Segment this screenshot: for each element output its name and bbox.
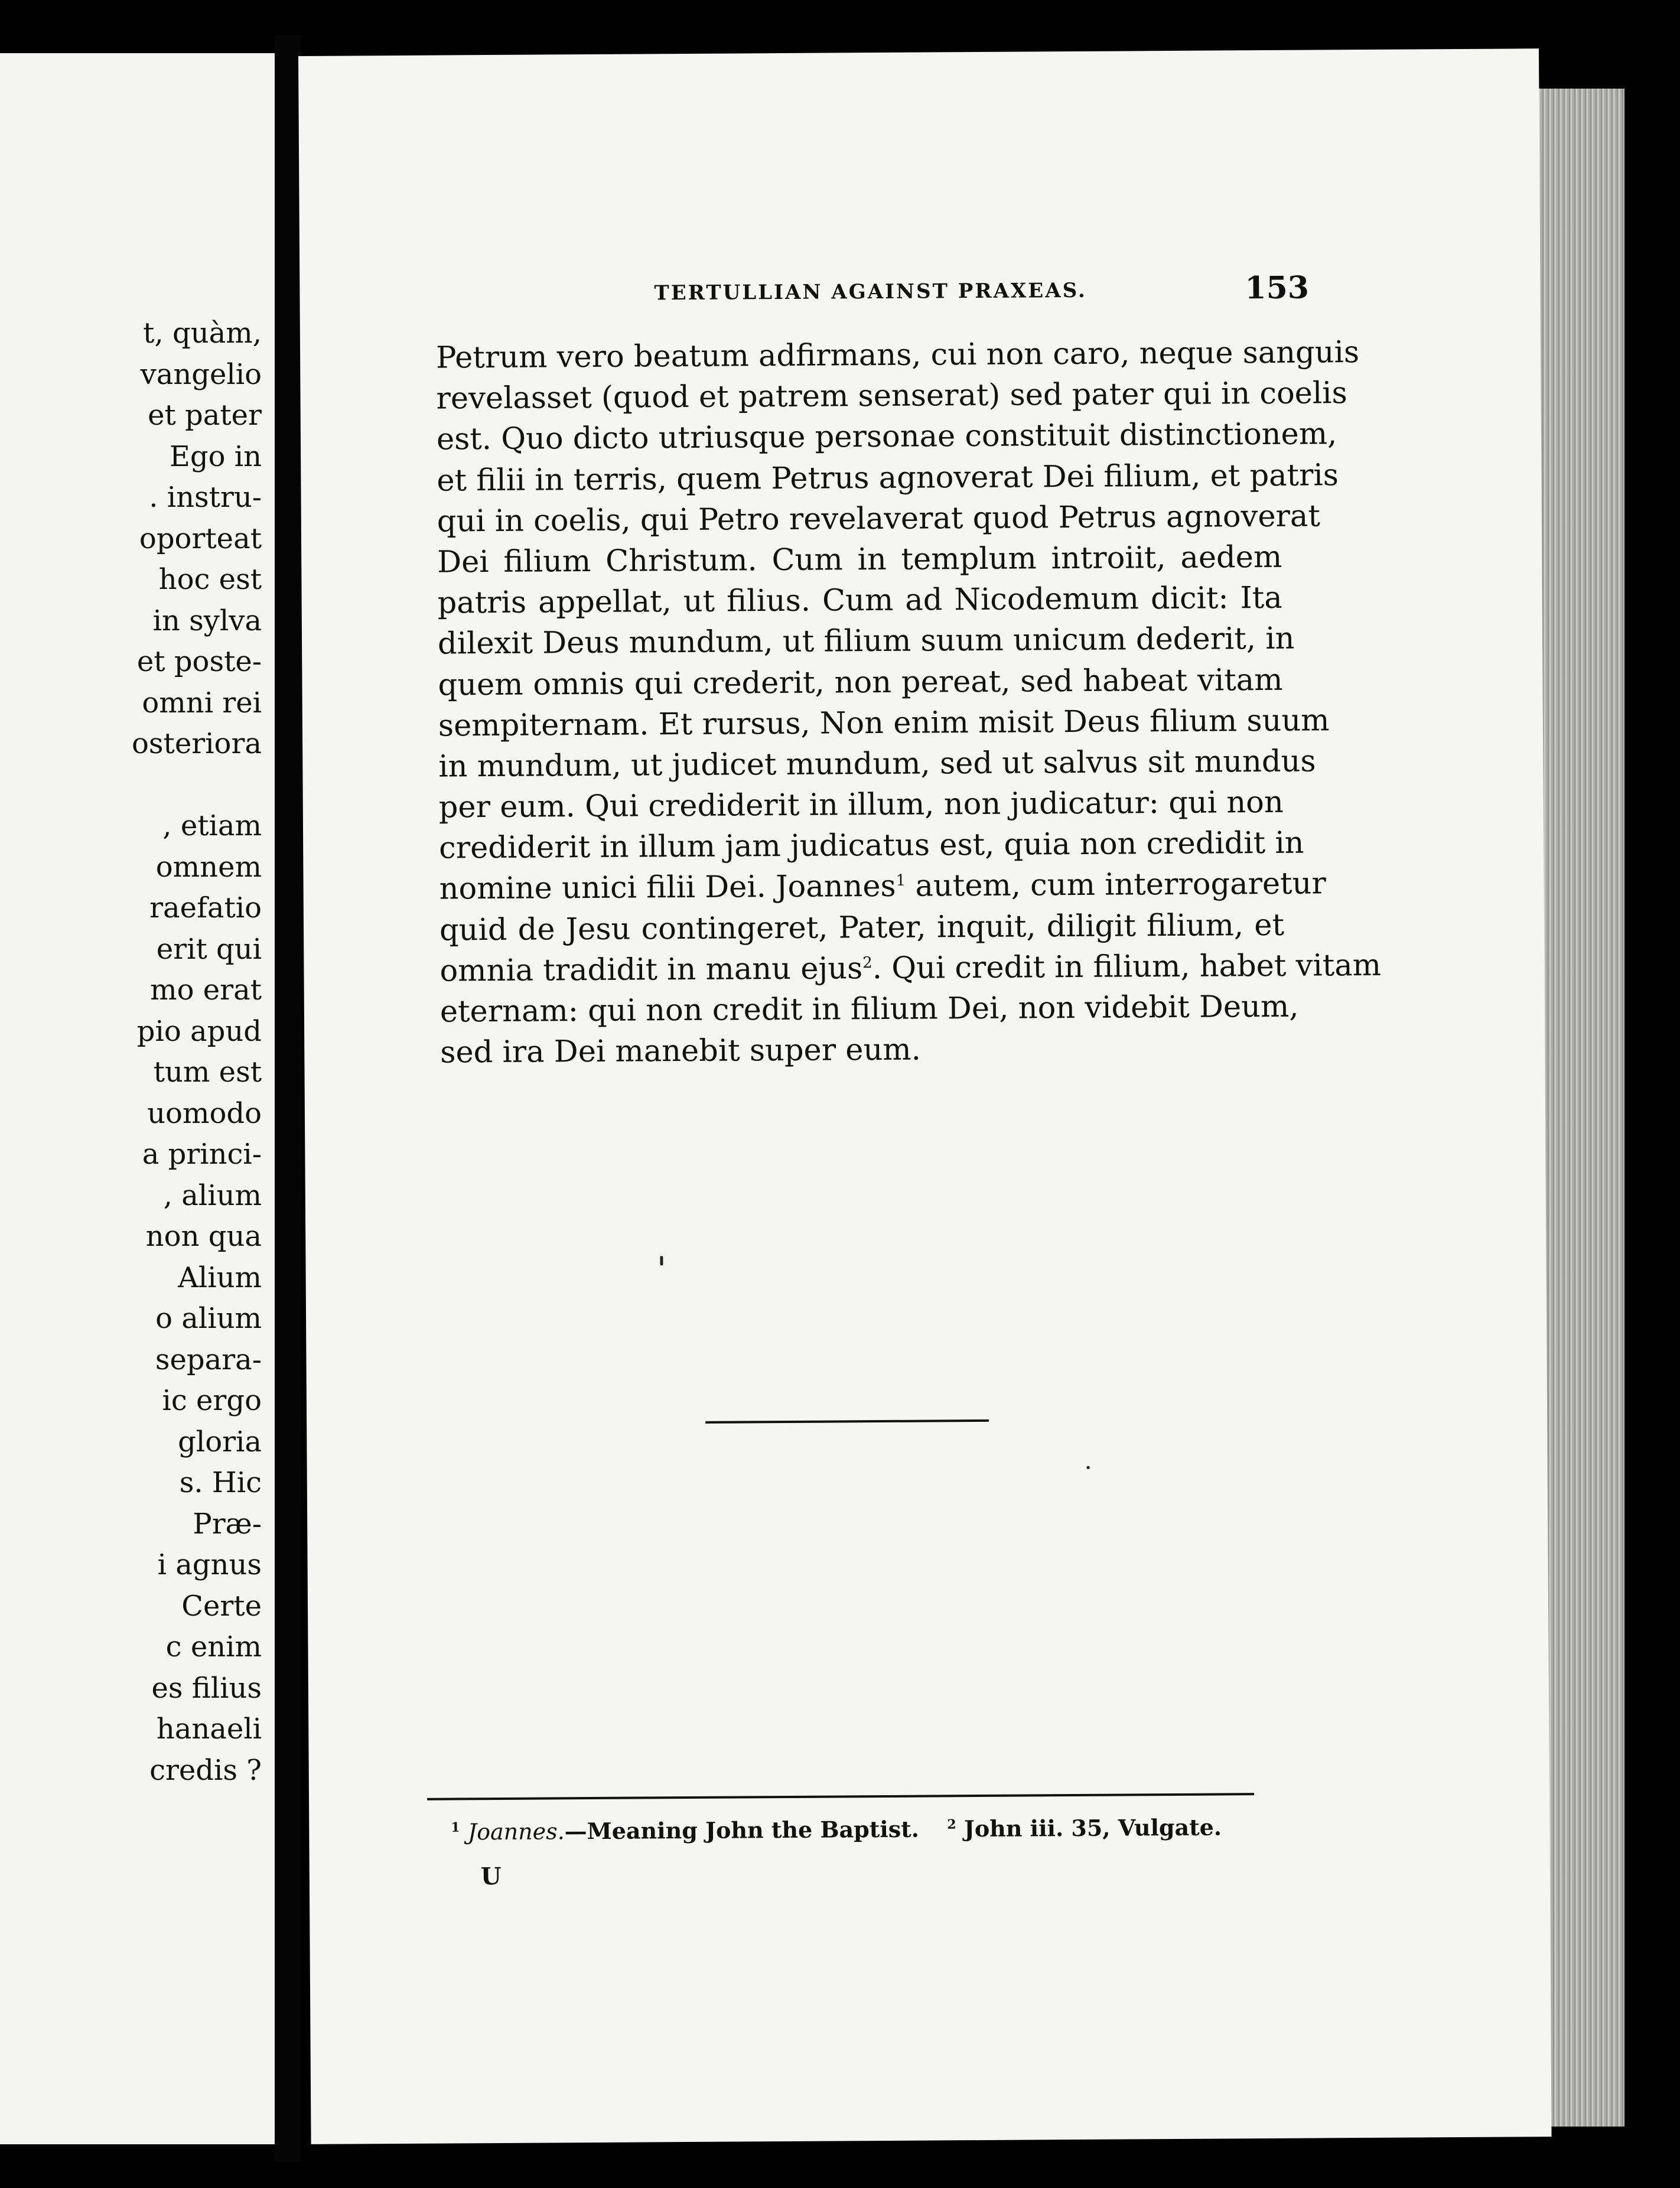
text-line: qui in coelis, qui Petro revelaverat quod Petrus agnoverat bbox=[437, 499, 1321, 539]
previous-page-line-fragment: omnem bbox=[155, 850, 262, 884]
text-line: et filii in terris, quem Petrus agnoverat Dei filium, et patris bbox=[437, 457, 1339, 499]
text-line: crediderit in illum jam judicatus est, quia non credidit in bbox=[439, 825, 1304, 866]
previous-page-line-fragment: vangelio bbox=[140, 357, 262, 391]
previous-page-line-fragment: pio apud bbox=[136, 1014, 262, 1048]
text-line: quid de Jesu contingeret, Pater, inquit, diligit filium, et bbox=[439, 907, 1285, 948]
text-segment: autem, cum interrogaretur bbox=[906, 866, 1326, 904]
footnote-text: —Meaning John the Baptist. bbox=[564, 1815, 920, 1845]
previous-page-line-fragment: omni rei bbox=[142, 686, 262, 719]
text-segment: omnia tradidit in manu ejus bbox=[439, 951, 863, 989]
text-line: sed ira Dei manebit super eum. bbox=[440, 1032, 922, 1070]
previous-page-line-fragment: et poste- bbox=[136, 645, 262, 678]
text-segment: . Qui credit in filium, habet vitam bbox=[872, 948, 1382, 986]
footnote-1 bbox=[451, 1816, 919, 1845]
footnote-reference: 2 bbox=[862, 953, 872, 972]
text-line: Dei filium Christum. Cum in templum introiit, aedem bbox=[437, 539, 1282, 580]
text-line bbox=[439, 946, 1382, 992]
previous-page-line-fragment: t, quàm, bbox=[143, 317, 262, 350]
previous-page bbox=[0, 53, 275, 2144]
footnote-title: Joannes. bbox=[467, 1818, 565, 1845]
previous-page-line-fragment: credis ? bbox=[149, 1753, 262, 1787]
text-segment: nomine unici filii Dei. Joannes bbox=[439, 869, 896, 907]
previous-page-line-fragment: gloria bbox=[178, 1425, 262, 1458]
footnote-text: John iii. 35, Vulgate. bbox=[963, 1813, 1222, 1842]
text-line: dilexit Deus mundum, ut filium suum unicum dederit, in bbox=[437, 621, 1295, 662]
previous-page-line-fragment: osteriora bbox=[132, 727, 262, 760]
text-line: in mundum, ut judicet mundum, sed ut salvus sit mundus bbox=[438, 744, 1316, 784]
text-line: patris appellat, ut filius. Cum ad Nicodemum dicit: Ita bbox=[437, 580, 1282, 621]
previous-page-line-fragment: i agnus bbox=[157, 1548, 262, 1581]
text-line: Petrum vero beatum adfirmans, cui non caro, neque sanguis bbox=[435, 335, 1360, 376]
ink-speck bbox=[1087, 1466, 1090, 1469]
previous-page-line-fragment: c enim bbox=[165, 1630, 262, 1663]
running-head: TERTULLIAN AGAINST PRAXEAS. bbox=[654, 278, 1087, 305]
text-line: est. Quo dicto utriusque personae constituit distinctionem, bbox=[436, 416, 1337, 457]
footnote-mark: 2 bbox=[947, 1816, 956, 1832]
previous-page-line-fragment: in sylva bbox=[152, 604, 262, 637]
previous-page-line-fragment: erit qui bbox=[156, 932, 262, 966]
footnote-rule bbox=[427, 1793, 1254, 1800]
body-text bbox=[435, 333, 1382, 1073]
previous-page-line-fragment: oporteat bbox=[139, 522, 262, 555]
previous-page-line-fragment: , etiam bbox=[162, 809, 262, 842]
previous-page-line-fragment: . instru- bbox=[149, 481, 262, 514]
previous-page-line-fragment: hoc est bbox=[158, 563, 262, 596]
previous-page-line-fragment: separa- bbox=[155, 1343, 262, 1376]
previous-page-line-fragment: es filius bbox=[151, 1671, 262, 1705]
book-gutter bbox=[275, 35, 301, 2162]
previous-page-line-fragment: o alium bbox=[155, 1302, 262, 1335]
previous-page-line-fragment: hanaeli bbox=[156, 1712, 262, 1746]
previous-page-line-fragment: mo erat bbox=[150, 973, 262, 1007]
previous-page-line-fragment: Certe bbox=[181, 1589, 262, 1623]
ink-speck bbox=[660, 1256, 663, 1265]
text-line: revelasset (quod et patrem senserat) sed pater qui in coelis bbox=[436, 376, 1347, 416]
previous-page-line-fragment: Alium bbox=[178, 1261, 262, 1294]
previous-page-line-fragment: Præ- bbox=[193, 1507, 262, 1541]
text-line: eternam: qui non credit in filium Dei, non videbit Deum, bbox=[439, 989, 1299, 1030]
section-end-rule bbox=[705, 1419, 989, 1424]
signature-mark: U bbox=[480, 1862, 502, 1891]
text-line: sempiternam. Et rursus, Non enim misit Deus filium suum bbox=[438, 703, 1330, 744]
previous-page-line-fragment: a princi- bbox=[142, 1138, 262, 1171]
previous-page-line-fragment: , alium bbox=[163, 1178, 262, 1212]
current-page bbox=[298, 48, 1552, 2144]
footnotes bbox=[451, 1813, 1266, 1845]
text-line: quem omnis qui crederit, non pereat, sed habeat vitam bbox=[438, 662, 1283, 703]
previous-page-line-fragment: et pater bbox=[148, 399, 262, 432]
footnote-mark: 1 bbox=[451, 1819, 460, 1835]
previous-page-line-fragment: non qua bbox=[145, 1220, 262, 1253]
previous-page-line-fragment: Ego in bbox=[169, 439, 262, 473]
text-line: per eum. Qui crediderit in illum, non judicatur: qui non bbox=[438, 784, 1284, 825]
previous-page-line-fragment: tum est bbox=[153, 1056, 262, 1089]
previous-page-line-fragment: s. Hic bbox=[179, 1466, 262, 1499]
page-number: 153 bbox=[1245, 269, 1310, 307]
previous-page-line-fragment: ic ergo bbox=[162, 1384, 262, 1417]
previous-page-line-fragment: raefatio bbox=[149, 891, 262, 924]
footnote-2 bbox=[947, 1814, 1222, 1842]
footnote-reference: 1 bbox=[896, 872, 906, 890]
previous-page-line-fragment: uomodo bbox=[147, 1096, 262, 1130]
text-line bbox=[439, 864, 1326, 910]
